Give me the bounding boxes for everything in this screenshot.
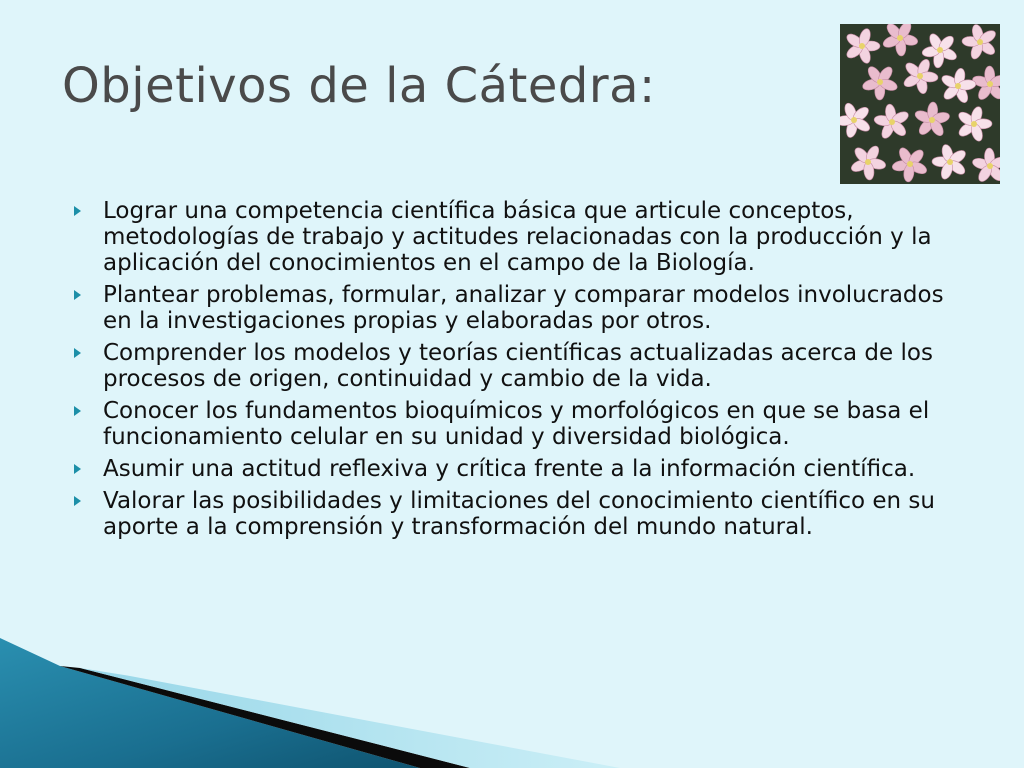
list-item (70, 488, 970, 540)
corner-swoosh-decoration (0, 638, 1024, 768)
bullet-arrow-icon (74, 406, 81, 416)
bullet-arrow-icon (74, 348, 81, 358)
bullet-list (70, 198, 970, 546)
bullet-arrow-icon (74, 464, 81, 474)
bullet-text: Valorar las posibilidades y limitaciones del conocimiento científico en su aporte a la comprensión y transformación del mundo natural. (103, 488, 935, 540)
bullet-text: Lograr una competencia científica básica que articule conceptos, metodologías de trabajo y actitudes relacionadas con la producción y la aplicación del conocimientos en el campo de la Biología. (103, 198, 932, 276)
bullet-text: Conocer los fundamentos bioquímicos y morfológicos en que se basa el funcionamiento celular en su unidad y diversidad biológica. (103, 398, 930, 450)
flower-photo-icon (840, 24, 1000, 184)
bullet-text: Plantear problemas, formular, analizar y comparar modelos involucrados en la investigaciones propias y elaboradas por otros. (103, 282, 944, 334)
bullet-text: Comprender los modelos y teorías científicas actualizadas acerca de los procesos de origen, continuidad y cambio de la vida. (103, 340, 933, 392)
bullet-arrow-icon (74, 206, 81, 216)
list-item (70, 340, 970, 392)
list-item (70, 282, 970, 334)
slide-title: Objetivos de la Cátedra: (62, 58, 656, 114)
flower-photo (840, 24, 1000, 184)
bullet-arrow-icon (74, 496, 81, 506)
list-item (70, 198, 970, 276)
list-item (70, 456, 970, 482)
bullet-text: Asumir una actitud reflexiva y crítica frente a la información científica. (103, 456, 916, 482)
list-item (70, 398, 970, 450)
bullet-arrow-icon (74, 290, 81, 300)
